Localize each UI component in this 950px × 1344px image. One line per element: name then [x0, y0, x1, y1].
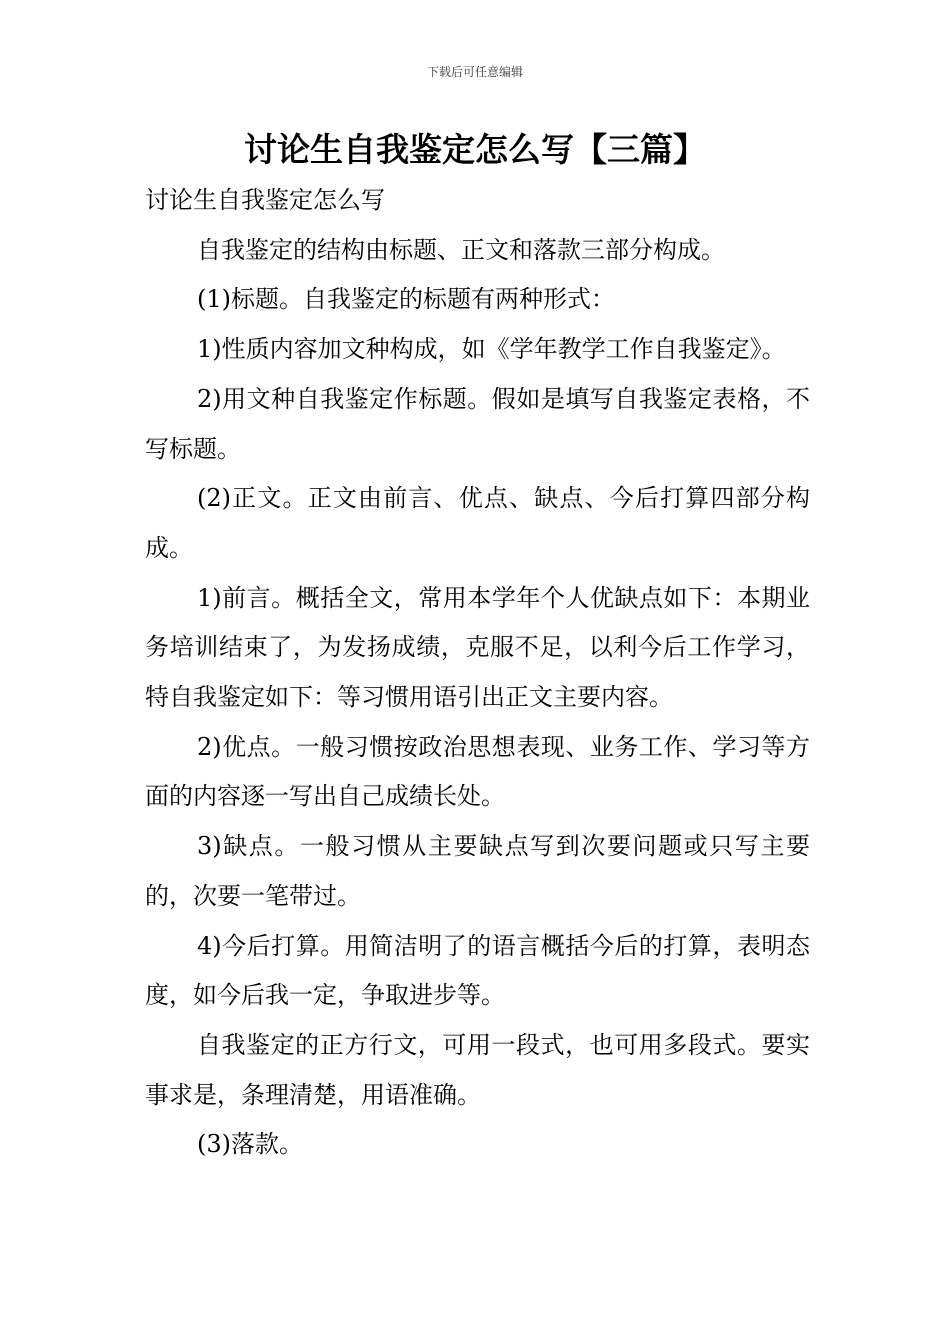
paragraph: 自我鉴定的结构由标题、正文和落款三部分构成。: [197, 235, 725, 264]
paragraph: 2)用文种自我鉴定作标题。假如是填写自我鉴定表格，不写标题。: [145, 384, 810, 463]
paragraph: 1)性质内容加文种构成，如《学年教学工作自我鉴定》。: [197, 335, 786, 364]
paragraph: 自我鉴定的正方行文，可用一段式，也可用多段式。要实事求是，条理清楚，用语准确。: [145, 1030, 810, 1109]
paragraph: 2)优点。一般习惯按政治思想表现、业务工作、学习等方面的内容逐一写出自己成绩长处。: [145, 732, 810, 811]
paragraph: 4)今后打算。用简洁明了的语言概括今后的打算，表明态度，如今后我一定，争取进步等。: [145, 931, 810, 1010]
paragraph: 3)缺点。一般习惯从主要缺点写到次要问题或只写主要的，次要一笔带过。: [145, 832, 810, 910]
paragraph: 讨论生自我鉴定怎么写: [145, 186, 385, 214]
header-note: 下载后可任意编辑: [426, 65, 523, 79]
document-body: [145, 176, 810, 1170]
paragraph: (1)标题。自我鉴定的标题有两种形式：: [197, 285, 615, 314]
paragraph: (2)正文。正文由前言、优点、缺点、今后打算四部分构成。: [145, 484, 810, 562]
paragraph: 1)前言。概括全文，常用本学年个人优缺点如下：本期业务培训结束了，为发扬成绩，克服不足，以利今后工作学习，特自我鉴定如下：等习惯用语引出正文主要内容。: [145, 583, 810, 712]
paragraph: (3)落款。: [197, 1130, 303, 1159]
document-title: 讨论生自我鉴定怎么写【三篇】: [244, 130, 706, 169]
